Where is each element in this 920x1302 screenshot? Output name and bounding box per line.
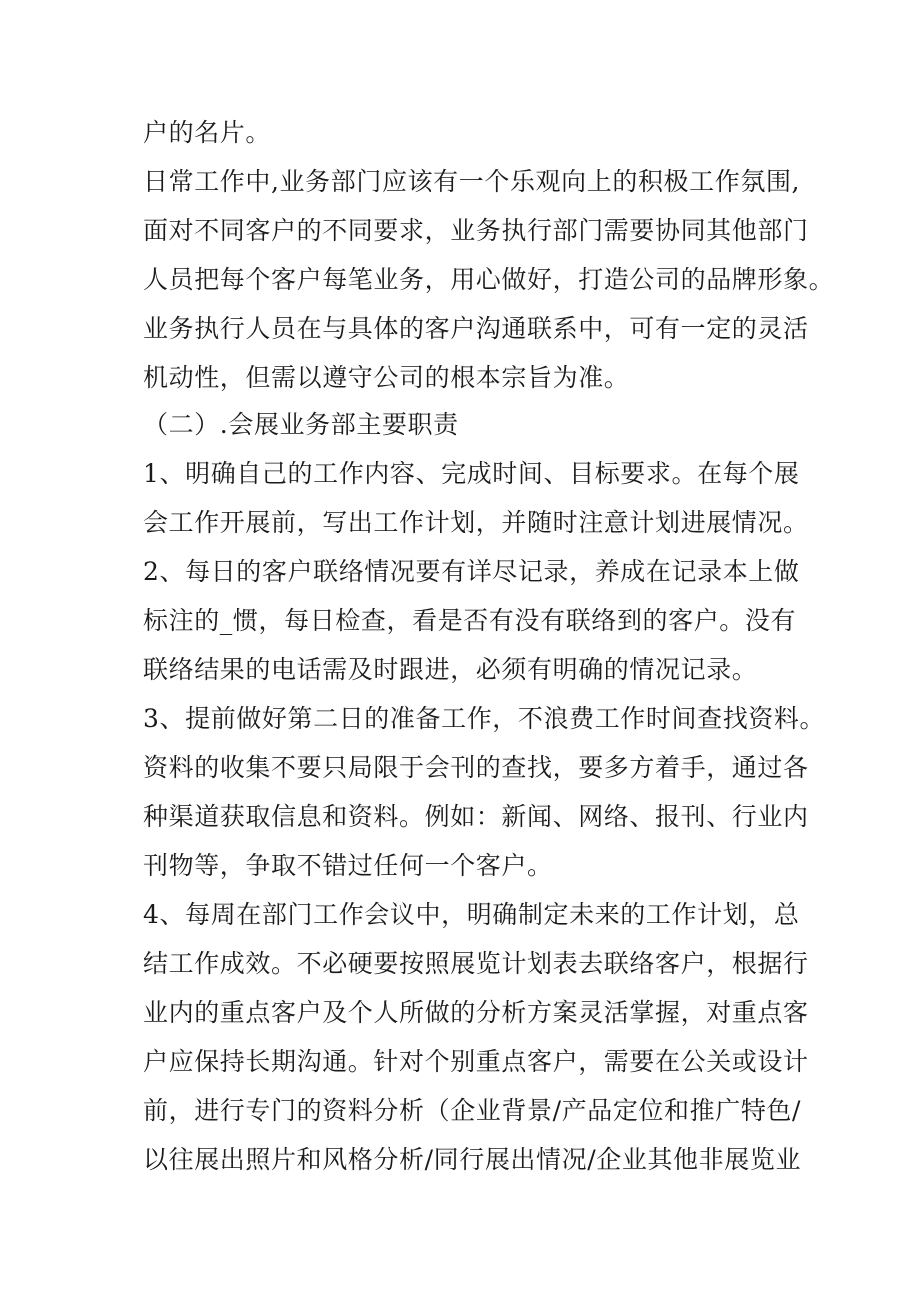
text-line: 业内的重点客户及个人所做的分析方案灵活掌握，对重点客 bbox=[143, 998, 809, 1027]
text-line: 1、明确自己的工作内容、完成时间、目标要求。在每个展 bbox=[143, 459, 800, 488]
text-line: 面对不同客户的不同要求，业务执行部门需要协同其他部门 bbox=[143, 216, 809, 245]
text-line: 结工作成效。不必硬要按照展览计划表去联络客户，根据行 bbox=[143, 949, 809, 978]
text-line: 刊物等，争取不错过任何一个客户。 bbox=[143, 851, 553, 880]
text-line: 日常工作中,业务部门应该有一个乐观向上的积极工作氛围, bbox=[143, 167, 801, 196]
text-line: 会工作开展前，写出工作计划，并随时注意计划进展情况。 bbox=[143, 508, 809, 537]
text-line: 以往展出照片和风格分析/同行展出情况/企业其他非展览业 bbox=[143, 1145, 802, 1174]
text-line: 标注的_惯，每日检查，看是否有没有联络到的客户。没有 bbox=[143, 606, 797, 635]
text-line: 2、每日的客户联络情况要有详尽记录，养成在记录本上做 bbox=[143, 557, 800, 586]
text-line: 机动性，但需以遵守公司的根本宗旨为准。 bbox=[143, 363, 630, 392]
text-line: 前，进行专门的资料分析（企业背景/产品定位和推广特色/ bbox=[143, 1096, 802, 1125]
text-line: 联络结果的电话需及时跟进，必须有明确的情况记录。 bbox=[143, 655, 758, 684]
text-line: 户应保持长期沟通。针对个别重点客户，需要在公关或设计 bbox=[143, 1047, 809, 1076]
text-line: 4、每周在部门工作会议中，明确制定未来的工作计划，总 bbox=[143, 900, 800, 929]
text-line: 人员把每个客户每笔业务，用心做好，打造公司的品牌形象。 bbox=[143, 265, 835, 294]
text-line: 户的名片。 bbox=[143, 118, 272, 147]
text-line: 业务执行人员在与具体的客户沟通联系中，可有一定的灵活 bbox=[143, 314, 809, 343]
text-line: 资料的收集不要只局限于会刊的查找，要多方着手，通过各 bbox=[143, 753, 809, 782]
text-line: 3、提前做好第二日的准备工作，不浪费工作时间查找资料。 bbox=[143, 704, 826, 733]
text-line: 种渠道获取信息和资料。例如：新闻、网络、报刊、行业内 bbox=[143, 802, 809, 831]
section-heading: （二）.会展业务部主要职责 bbox=[143, 410, 459, 439]
